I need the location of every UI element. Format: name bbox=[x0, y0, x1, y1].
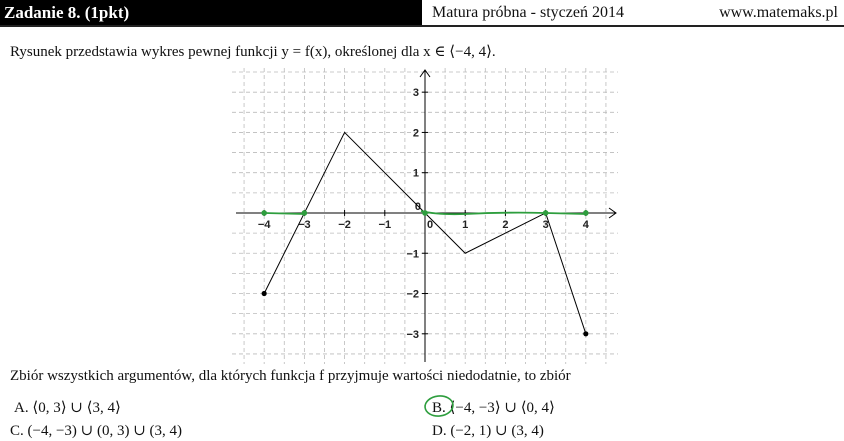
answer-b-label: B. bbox=[432, 400, 446, 416]
answer-d-text: (−2, 1) ∪ (3, 4) bbox=[450, 423, 544, 439]
y-tick-label: 1 bbox=[412, 167, 419, 180]
function-graph bbox=[232, 68, 618, 364]
annotation-segment-left bbox=[264, 213, 304, 214]
x-tick-label: 4 bbox=[582, 218, 589, 231]
exam-name: Matura próbna - styczeń 2014 bbox=[432, 4, 624, 21]
question-text: Zbiór wszystkich argumentów, dla których funkcja f przyjmuje wartości niedodatnie, to zbiór bbox=[10, 368, 571, 384]
endpoint-dot bbox=[262, 291, 267, 296]
y-tick-label: −1 bbox=[406, 248, 419, 261]
x-tick-label: −4 bbox=[257, 218, 271, 231]
answer-b-text: ⟨−4, −3⟩ ∪ ⟨0, 4⟩ bbox=[449, 400, 555, 416]
annotation-dot bbox=[543, 210, 549, 216]
y-tick-label: −3 bbox=[406, 328, 419, 341]
answer-c-label: C. bbox=[10, 423, 24, 439]
annotation-dot bbox=[583, 210, 589, 216]
answer-a-text: ⟨0, 3⟩ ∪ ⟨3, 4⟩ bbox=[32, 400, 121, 416]
answer-d[interactable] bbox=[432, 421, 544, 440]
y-tick-label: 3 bbox=[412, 87, 419, 100]
answer-circle-mark bbox=[422, 394, 458, 420]
axes bbox=[236, 70, 616, 362]
annotation-dot bbox=[302, 210, 308, 216]
answer-a[interactable] bbox=[14, 398, 121, 417]
y-tick-label: −2 bbox=[406, 288, 419, 301]
endpoint-dot bbox=[583, 331, 588, 336]
x-tick-label: 2 bbox=[502, 218, 509, 231]
x-tick-label: −2 bbox=[338, 218, 351, 231]
x-tick-label: −1 bbox=[378, 218, 392, 231]
task-title: Zadanie 8. (1pkt) bbox=[0, 0, 422, 25]
x-tick-label: −3 bbox=[298, 218, 311, 231]
annotation-dot bbox=[422, 210, 428, 216]
x-tick-label: 1 bbox=[462, 218, 469, 231]
answer-a-label: A. bbox=[14, 400, 29, 416]
x-tick-label: 3 bbox=[542, 218, 549, 231]
header-bar bbox=[0, 0, 844, 27]
problem-statement: Rysunek przedstawia wykres pewnej funkcji y = f(x), określonej dla x ∈ ⟨−4, 4⟩. bbox=[10, 44, 496, 60]
y-tick-label: 2 bbox=[412, 127, 419, 140]
annotation-dot bbox=[261, 210, 267, 216]
answer-d-label: D. bbox=[432, 423, 447, 439]
site-link[interactable]: www.matemaks.pl bbox=[719, 4, 838, 21]
answer-c[interactable] bbox=[10, 421, 182, 440]
answer-c-text: (−4, −3) ∪ (0, 3) ∪ (3, 4) bbox=[27, 423, 183, 439]
x-tick-label: 0 bbox=[426, 218, 434, 231]
y-tick-label: 0 bbox=[414, 200, 421, 213]
